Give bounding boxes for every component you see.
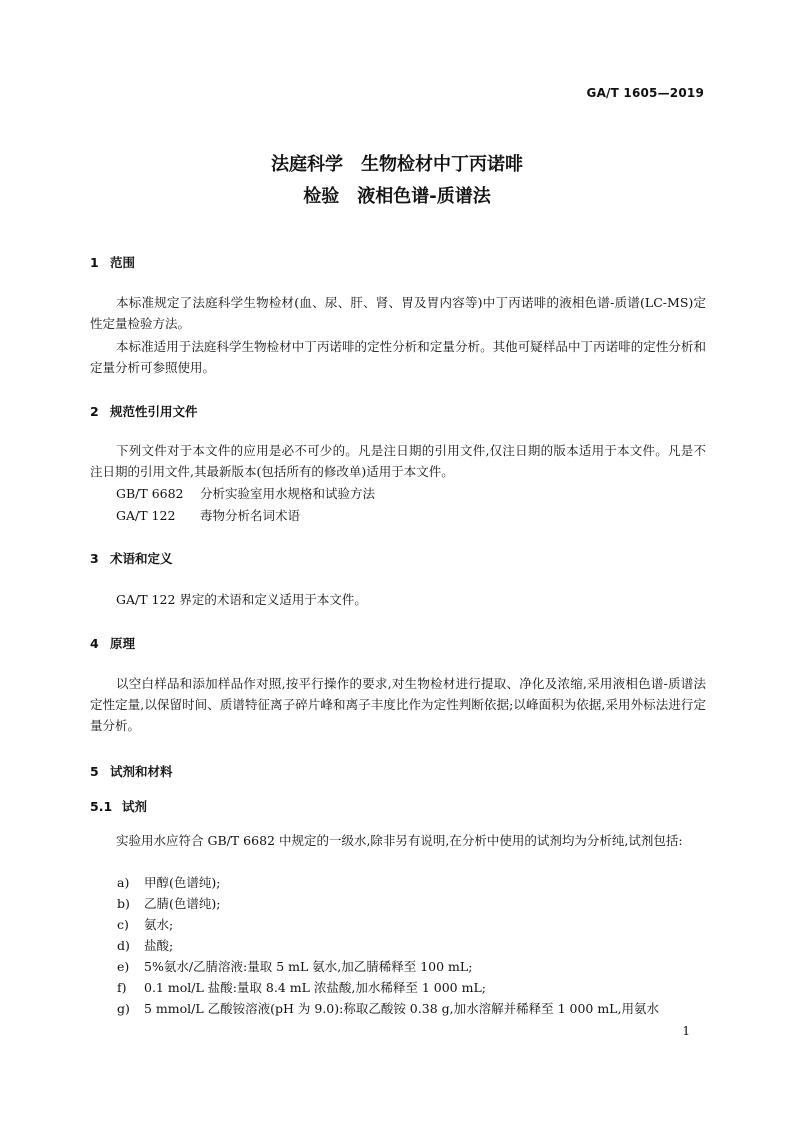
reference-item (116, 506, 300, 526)
list-marker: f) (117, 980, 127, 995)
reference-code: GB/T 6682 (116, 486, 184, 501)
section-title: 原理 (110, 636, 136, 651)
paragraph: GA/T 122 界定的术语和定义适用于本文件。 (116, 592, 367, 607)
paragraph: 下列文件对于本文件的应用是必不可少的。凡是注日期的引用文件,仅注日期的版本适用于本文件。凡是不注日期的引用文件,其最新版本(包括所有的修改单)适用于本文件。 (90, 443, 706, 479)
standard-code: GA/T 1605—2019 (586, 86, 704, 100)
section-title: 术语和定义 (110, 551, 173, 566)
paragraph: 以空白样品和添加样品作对照,按平行操作的要求,对生物检材进行提取、净化及浓缩,采用液相色谱-质谱法定性定量,以保留时间、质谱特征离子碎片峰和离子丰度比作为定性判断依据;以峰面积为依据,采用外标法进行定量分析。 (90, 676, 706, 733)
section-heading-scope (90, 253, 135, 271)
list-text: 0.1 mol/L 盐酸:量取 8.4 mL 浓盐酸,加水稀释至 1 000 mL; (144, 980, 486, 995)
reference-code: GA/T 122 (116, 508, 176, 523)
section-heading-principle (90, 634, 135, 652)
list-text: 盐酸; (144, 938, 174, 953)
list-text: 氨水; (144, 917, 174, 932)
list-item (117, 873, 220, 893)
list-item (117, 894, 220, 914)
list-text: 5%氨水/乙腈溶液:量取 5 mL 氨水,加乙腈稀释至 100 mL; (144, 959, 473, 974)
section-heading-normative-references (90, 402, 198, 420)
list-item (117, 999, 659, 1019)
document-title-line-1: 法庭科学 生物检材中丁丙诺啡 (271, 154, 523, 175)
document-title-line-2: 检验 液相色谱-质谱法 (303, 186, 491, 207)
section-number: 5 (90, 764, 99, 779)
section-title: 范围 (110, 255, 136, 270)
list-marker: a) (117, 875, 130, 890)
reference-item (116, 484, 375, 504)
list-text: 5 mmol/L 乙酸铵溶液(pH 为 9.0):称取乙酸铵 0.38 g,加水溶解并稀释至 1 000 mL,用氨水 (144, 1001, 659, 1016)
list-marker: g) (117, 1001, 130, 1016)
list-marker: e) (117, 959, 130, 974)
section-number: 3 (90, 551, 99, 566)
section-title: 规范性引用文件 (110, 404, 198, 419)
reference-name: 分析实验室用水规格和试验方法 (200, 486, 376, 501)
list-item (117, 936, 173, 956)
section-number: 2 (90, 404, 99, 419)
section-number: 4 (90, 636, 99, 651)
subsection-heading-reagents (90, 797, 147, 815)
list-item (117, 957, 472, 977)
page-number: 1 (682, 1024, 690, 1038)
list-item (117, 978, 486, 998)
section-heading-reagents-materials (90, 762, 173, 780)
list-marker: b) (117, 896, 130, 911)
list-marker: d) (117, 938, 130, 953)
paragraph: 本标准适用于法庭科学生物检材中丁丙诺啡的定性分析和定量分析。其他可疑样品中丁丙诺啡的定性分析和定量分析可参照使用。 (90, 339, 706, 375)
subsection-title: 试剂 (122, 799, 148, 814)
list-text: 乙腈(色谱纯); (144, 896, 221, 911)
section-heading-terms (90, 549, 173, 567)
paragraph: 实验用水应符合 GB/T 6682 中规定的一级水,除非另有说明,在分析中使用的试剂均为分析纯,试剂包括: (116, 833, 683, 848)
list-text: 甲醇(色谱纯); (144, 875, 221, 890)
section-title: 试剂和材料 (110, 764, 173, 779)
reference-name: 毒物分析名词术语 (200, 508, 301, 523)
subsection-number: 5.1 (90, 799, 113, 814)
list-item (117, 915, 173, 935)
section-number: 1 (90, 255, 99, 270)
list-marker: c) (117, 917, 129, 932)
paragraph: 本标准规定了法庭科学生物检材(血、尿、肝、肾、胃及胃内容等)中丁丙诺啡的液相色谱-质谱(LC-MS)定性定量检验方法。 (90, 295, 706, 331)
